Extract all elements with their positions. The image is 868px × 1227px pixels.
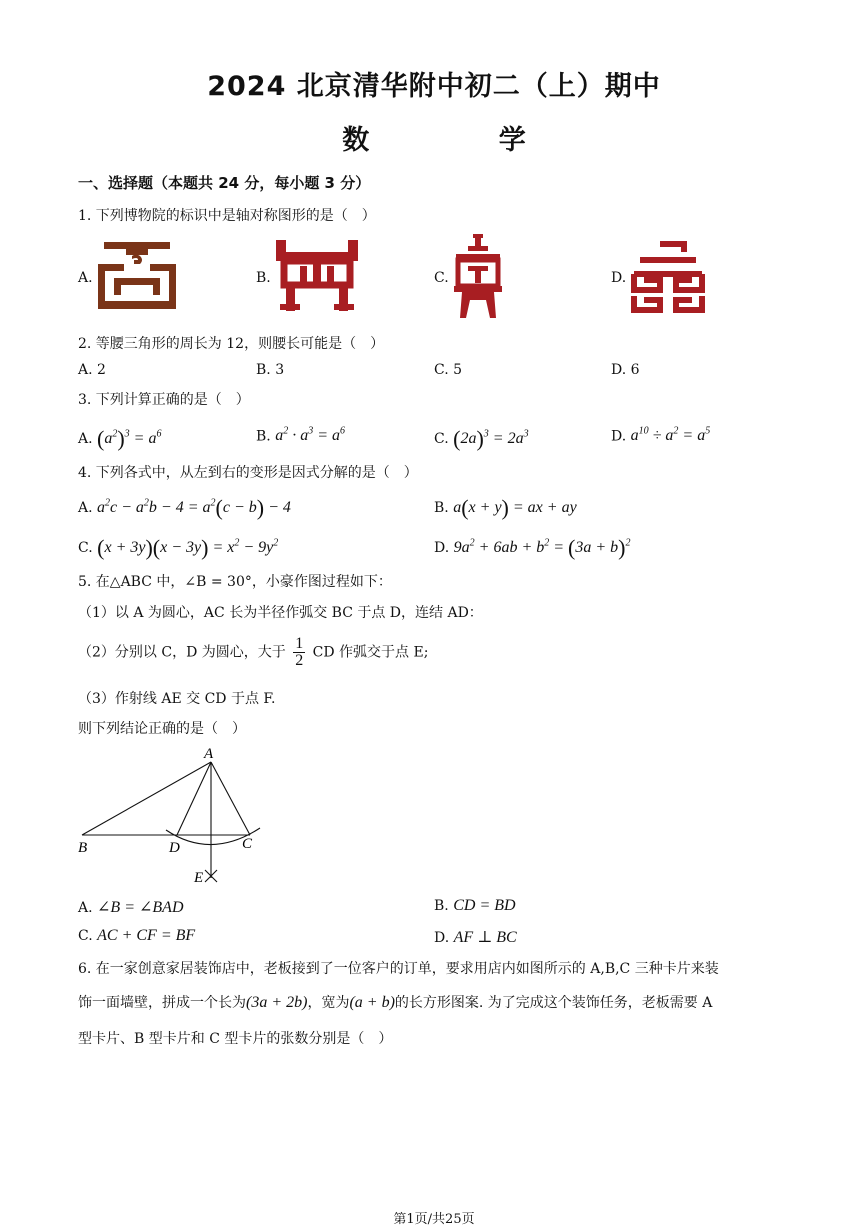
q5-formula-d: AF ⊥ BC (453, 929, 517, 946)
q4-formula-a: $a^2c - a^2b - 4 = a^2(c - b) - 4$ (97, 495, 291, 520)
q4-option-b (434, 495, 577, 521)
segment-ab (82, 762, 211, 835)
q6-line1: 6. 在一家创意家居装饰店中，老板接到了一位客户的订单，要求用店内如图所示的 A,B,C 三种卡片来装 (78, 961, 719, 977)
q3-option-a (78, 426, 161, 452)
q6-line2-a: 饰一面墙壁，拼成一个长为 (78, 995, 246, 1011)
q4-label-b: B. (434, 500, 449, 516)
q5-stem: 5. 在△ABC 中，∠B = 30°，小豪作图过程如下： (78, 574, 392, 590)
segment-ac (211, 762, 250, 835)
q5-label-c: C. (78, 928, 93, 944)
q4-option-d (434, 535, 630, 561)
q3-label-c: C. (434, 431, 449, 447)
q5-ask: 则下列结论正确的是（ ） (78, 721, 246, 737)
q3-formula-d: $a^{10} \div a^2 = a^5$ (630, 426, 711, 445)
q2-option-b: B. 3 (256, 362, 285, 378)
q5-formula-b: CD = BD (453, 897, 516, 914)
q4-label-c: C. (78, 540, 93, 556)
subject-title: 数 学 (342, 125, 586, 156)
q3-formula-c: $(2a)^3 = 2a^3$ (453, 426, 529, 451)
q4-option-a (78, 495, 291, 521)
exam-title: 2024 北京清华附中初二（上）期中 (207, 71, 661, 102)
q6-width-expr: (a + b) (349, 994, 395, 1011)
q5-label-b: B. (434, 898, 449, 914)
q5-option-c (78, 927, 195, 945)
q4-formula-b: a(x + y) = ax + ay (453, 495, 577, 520)
segment-ad (177, 762, 211, 835)
q3-formula-a: $(a^2)^3 = a^6$ (97, 426, 162, 451)
fraction-half: $\frac{1}{2}$ (295, 635, 304, 669)
q5-option-a (78, 897, 184, 917)
page-number: 第1页/共25页 (393, 1212, 475, 1227)
q3-option-b (256, 426, 345, 445)
label-c: C (242, 836, 253, 852)
q5-step1: （1）以 A 为圆心，AC 长为半径作弧交 BC 于点 D，连结 AD： (78, 605, 483, 621)
q5-label-a: A. (78, 900, 93, 916)
q3-formula-b: $a^2 \cdot a^3 = a^6$ (275, 426, 345, 445)
q1-stem: 1. 下列博物院的标识中是轴对称图形的是（ ） (78, 208, 376, 224)
q2-option-c: C. 5 (434, 362, 463, 378)
museum-logo-d-icon (630, 240, 706, 314)
q3-label-d: D. (611, 428, 627, 445)
q5-formula-c: AC + CF = BF (97, 927, 196, 944)
q5-step2-post: CD 作弧交于点 E; (312, 644, 429, 661)
q5-step2 (78, 636, 428, 669)
q5-option-b (434, 897, 516, 915)
q2-option-d: D. 6 (611, 362, 640, 378)
q6-length-expr: (3a + 2b) (246, 994, 308, 1011)
q4-label-d: D. (434, 540, 450, 556)
q4-formula-c: $(x + 3y)(x - 3y) = x^2 - 9y^2$ (97, 535, 279, 560)
q1-label-b: B. (256, 270, 271, 286)
q3-label-b: B. (256, 428, 271, 445)
q4-formula-d: $9a^2 + 6ab + b^2 = (3a + b)^2$ (453, 535, 631, 560)
q4-label-a: A. (78, 500, 93, 516)
label-e: E (194, 870, 204, 886)
q4-stem: 4. 下列各式中，从左到右的变形是因式分解的是（ ） (78, 465, 418, 481)
label-b: B (78, 840, 88, 856)
q3-stem: 3. 下列计算正确的是（ ） (78, 392, 250, 408)
q5-formula-a: ∠B = ∠BAD (97, 899, 184, 916)
q3-option-d (611, 426, 710, 445)
q5-step3: （3）作射线 AE 交 CD 于点 F. (78, 691, 276, 707)
label-d: D (169, 840, 180, 856)
q6-line2 (78, 992, 712, 1012)
museum-logo-c-icon (452, 232, 504, 320)
q3-label-a: A. (78, 431, 93, 447)
q2-stem: 2. 等腰三角形的周长为 12，则腰长可能是（ ） (78, 336, 385, 352)
q4-option-c (78, 535, 278, 561)
museum-logo-b-icon (274, 238, 360, 314)
label-a: A (204, 746, 214, 762)
q6-line2-e: 的长方形图案. 为了完成这个装饰任务，老板需要 A (394, 995, 713, 1011)
q3-option-c (434, 426, 529, 452)
q1-label-d: D. (611, 270, 627, 286)
q6-line2-c: ，宽为 (307, 995, 350, 1011)
q1-label-c: C. (434, 270, 449, 286)
q1-label-a: A. (78, 270, 93, 286)
q5-step2-pre: （2）分别以 C，D 为圆心，大于 (78, 644, 286, 661)
triangle-figure (74, 742, 274, 890)
q5-option-d (434, 927, 517, 947)
q6-line3: 型卡片、B 型卡片和 C 型卡片的张数分别是（ ） (78, 1031, 393, 1047)
museum-logo-a-icon (96, 238, 178, 312)
section-heading: 一、选择题（本题共 24 分，每小题 3 分） (78, 174, 371, 192)
q5-label-d: D. (434, 930, 450, 946)
q2-option-a: A. 2 (78, 362, 106, 378)
